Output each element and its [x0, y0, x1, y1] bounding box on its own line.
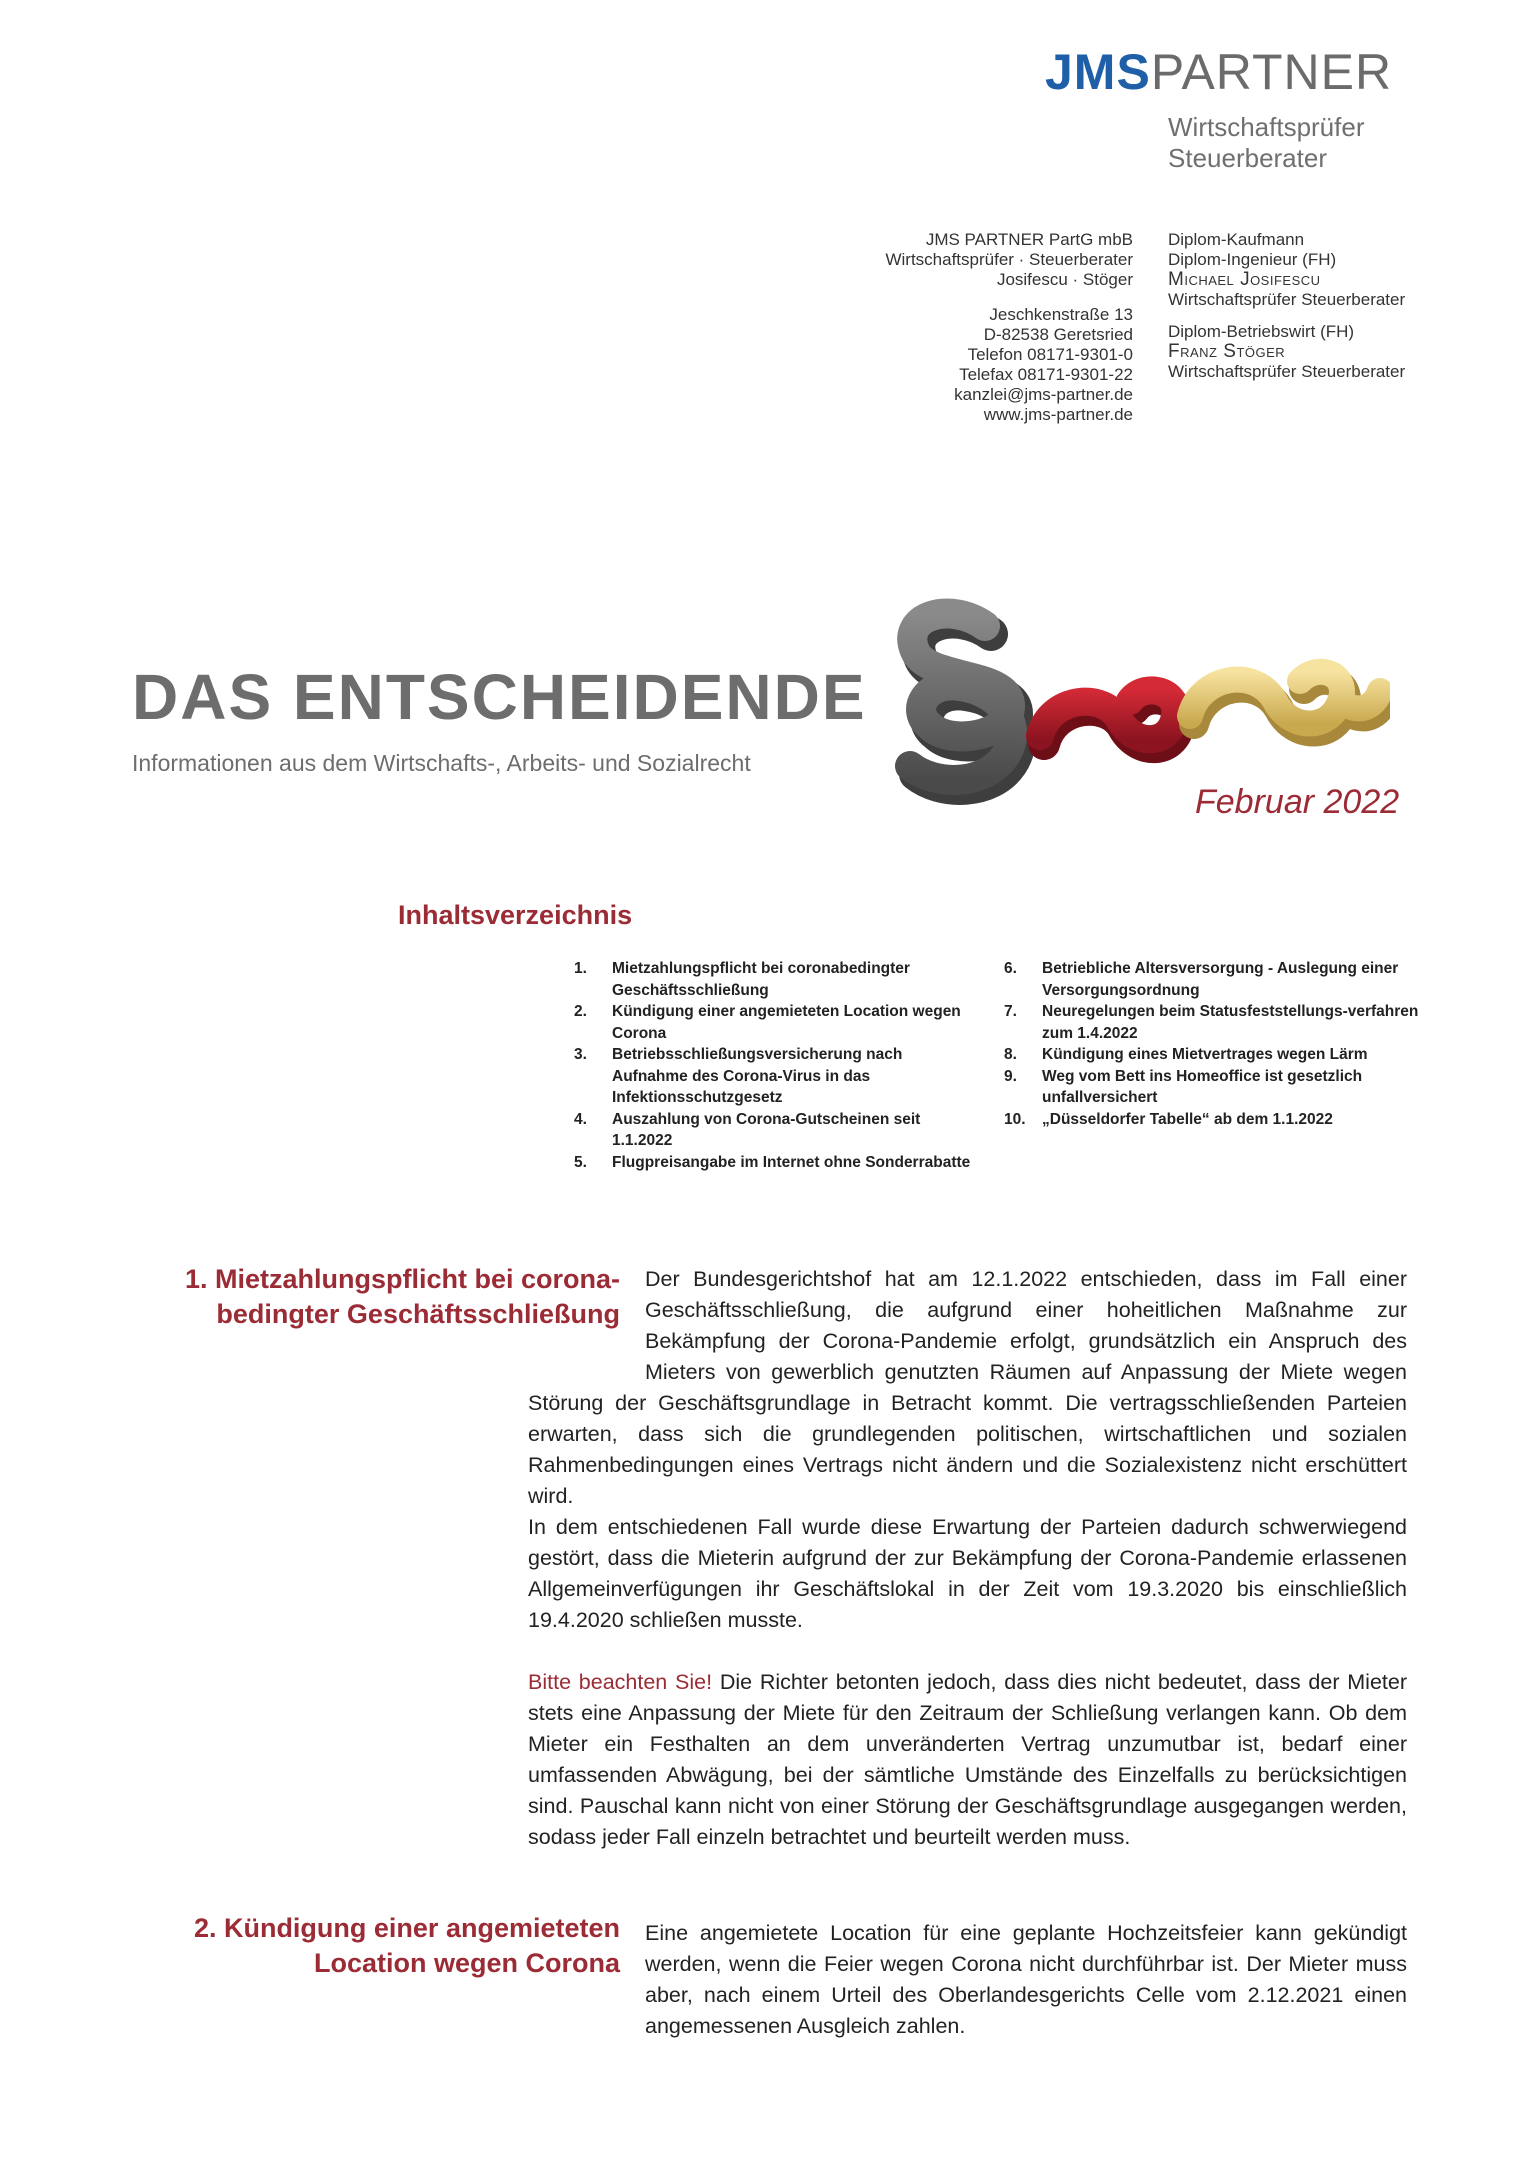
paragraph-symbols-icon: [890, 596, 1390, 806]
address-line: D-82538 Geretsried: [983, 325, 1133, 344]
toc-title: Inhaltsverzeichnis: [398, 900, 633, 930]
email-link[interactable]: kanzlei@jms-partner.de: [954, 385, 1133, 404]
toc-item[interactable]: 3. Betriebsschließungsversicherung nach Aufnahme des Corona-Virus in das Infektionsschutzgesetz: [574, 1046, 903, 1106]
toc-item[interactable]: 6. Betriebliche Altersversorgung - Auslegung einer Versorgungsordnung: [1004, 960, 1399, 999]
firm-line: JMS PARTNER PartG mbB: [925, 230, 1133, 249]
section-1-paragraph-2: In dem entschiedenen Fall wurde diese Erwartung der Parteien dadurch schwerwiegend gestört, dass die Mieterin aufgrund der zur Bekämpfung der Corona-Pandemie erlassenen Allgemeinverfügungen ihr Geschäftslokal in der Zeit vom 19.3.2020 bis einschließlich 19.4.2020 schließen musste.: [528, 1515, 1407, 1632]
newsletter-subtitle: Informationen aus dem Wirtschafts-, Arbeits- und Sozialrecht: [132, 750, 751, 776]
partner-degree: Diplom-Kaufmann: [1168, 230, 1305, 249]
address-line: Jeschkenstraße 13: [989, 305, 1133, 324]
toc-item[interactable]: 10. „Düsseldorfer Tabelle“ ab dem 1.1.2022: [1004, 1110, 1333, 1128]
logo-brand-regular: PARTNER: [1150, 44, 1393, 100]
issue-date: Februar 2022: [1195, 783, 1400, 821]
partner-name: Franz Stöger: [1168, 341, 1286, 362]
section-1-paragraph-intro: Der Bundesgerichtshof hat am 12.1.2022 entschieden, dass im Fall einer Geschäftsschließung, die aufgrund einer hoheitlichen Maßnahme zur Bekämpfung der Corona-Pandemie erfolgt, grundsätzlich ein Anspruch des Mieters von gewerblich genutzten Räumen auf Anpassung der Miete wegen Störung der Geschäftsgrundlage in Betracht kommt. Die vertragsschließenden Parteien erwarten, dass sich die grundlegenden politischen, wirtschaftlichen und sozialen Rahmenbedingungen eines Vertrags nicht ändern und die Sozialexistenz nicht erschüttert wird.: [528, 1267, 1407, 1508]
toc-column-right: [1004, 958, 1424, 1130]
toc-item[interactable]: 2. Kündigung einer angemieteten Location wegen Corona: [574, 1003, 961, 1042]
phone-line: Telefon 08171-9301-0: [967, 345, 1133, 364]
toc-item[interactable]: 1. Mietzahlungspflicht bei coronabedingter Geschäftsschließung: [574, 960, 910, 999]
firm-address: [885, 230, 1133, 425]
fax-line: Telefax 08171-9301-22: [959, 365, 1133, 384]
toc-item[interactable]: 9. Weg vom Bett ins Homeoffice ist gesetzlich unfallversichert: [1004, 1067, 1363, 1106]
partner-title: Wirtschaftsprüfer Steuerberater: [1168, 362, 1406, 381]
toc-item[interactable]: 5. Flugpreisangabe im Internet ohne Sonderrabatte: [574, 1153, 971, 1171]
section-1-paragraph-3: Bitte beachten Sie! Die Richter betonten jedoch, dass dies nicht bedeutet, dass der Mieter stets eine Anpassung der Miete für den Zeitraum der Schließung verlangen kann. Ob dem Mieter ein Festhalten an dem unveränderten Vertrag unzumutbar ist, bedarf einer umfassenden Abwägung, bei der sämtliche Umstände des Einzelfalls zu berücksichtigen sind. Pauschal kann nicht von einer Störung der Geschäftsgrundlage ausgegangen werden, sodass jeder Fall einzeln betrachtet und beurteilt werden muss.: [528, 1670, 1407, 1849]
partner-list: [1168, 230, 1405, 382]
section-1-heading: 1. Mietzahlungspflicht bei corona- bedingter Geschäftsschließung: [184, 1264, 620, 1329]
notice-lead: Bitte beachten Sie!: [528, 1670, 713, 1694]
partner-degree: Diplom-Betriebswirt (FH): [1168, 322, 1355, 341]
logo-brand-bold: JMS: [1045, 44, 1151, 100]
toc-item[interactable]: 7. Neuregelungen beim Statusfeststellungs-verfahren zum 1.4.2022: [1004, 1003, 1419, 1042]
logo-sub-line: Wirtschaftsprüfer: [1168, 112, 1365, 142]
partner-name: Michael Josifescu: [1168, 269, 1321, 290]
logo-sub-line: Steuerberater: [1168, 143, 1327, 173]
section-2-heading: 2. Kündigung einer angemieteten Location wegen Corona: [193, 1913, 620, 1978]
newsletter-title: DAS ENTSCHEIDENDE: [132, 661, 867, 733]
firm-line: Josifescu · Stöger: [996, 270, 1133, 289]
logo-subtitle: [1168, 112, 1365, 174]
toc-column-left: [574, 958, 974, 1173]
partner-title: Wirtschaftsprüfer Steuerberater: [1168, 290, 1406, 309]
toc-item[interactable]: 8. Kündigung eines Mietvertrages wegen Lärm: [1004, 1046, 1368, 1063]
firm-line: Wirtschaftsprüfer · Steuerberater: [885, 250, 1133, 269]
toc-item[interactable]: 4. Auszahlung von Corona-Gutscheinen seit 1.1.2022: [574, 1110, 921, 1149]
company-logo: [1045, 44, 1392, 100]
section-2-paragraph: Eine angemietete Location für eine geplante Hochzeitsfeier kann gekündigt werden, wenn die Feier wegen Corona nicht durchführbar ist. Der Mieter muss aber, nach einem Urteil des Oberlandesgerichts Celle vom 2.12.2021 einen angemessenen Ausgleich zahlen.: [645, 1921, 1407, 2038]
website-link[interactable]: www.jms-partner.de: [983, 405, 1133, 424]
partner-degree: Diplom-Ingenieur (FH): [1168, 250, 1337, 269]
